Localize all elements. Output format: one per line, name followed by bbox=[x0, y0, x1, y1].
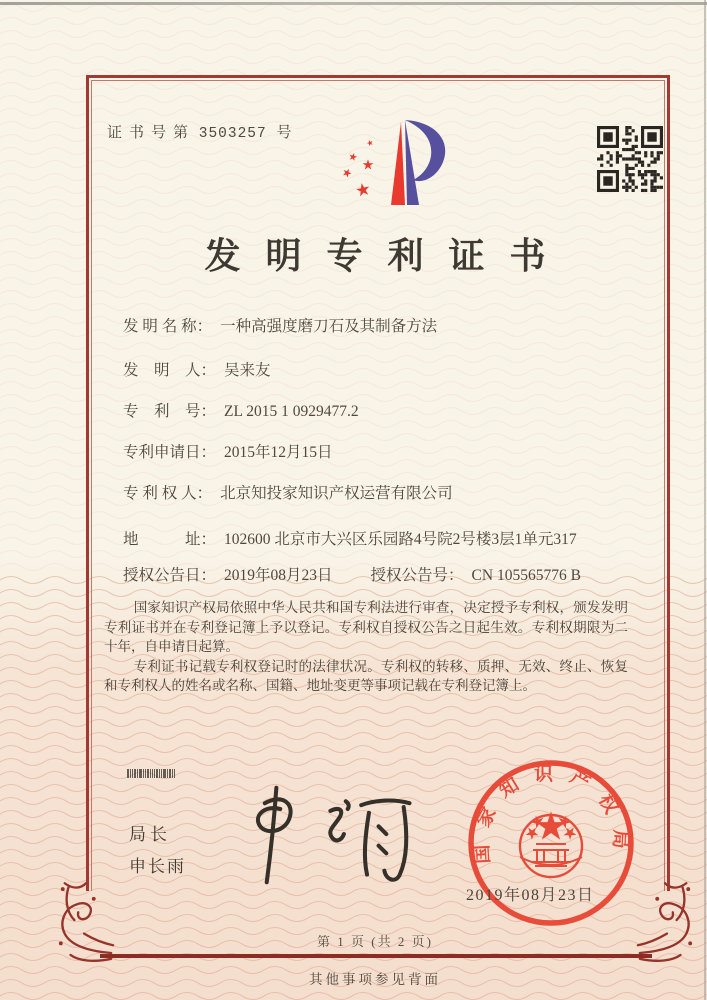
page-title: 发明专利证书 bbox=[204, 236, 571, 276]
field-value: 北京知投家知识产权运营有限公司 bbox=[220, 485, 453, 502]
cnipa-round-seal-icon bbox=[457, 749, 645, 937]
field-value: 一种高强度磨刀石及其制备方法 bbox=[220, 318, 438, 335]
certificate-number-suffix: 号 bbox=[276, 125, 292, 141]
certificate-number bbox=[107, 121, 291, 142]
page-number: 第 1 页 (共 2 页) bbox=[317, 934, 433, 949]
legal-paragraph-2: 专利证书记载专利权登记时的法律状况。专利权的转移、质押、无效、终止、恢复和专利权人的姓名或名称、国籍、地址变更等事项记载在专利登记簿上。 bbox=[104, 658, 628, 693]
field-value: 2019年08月23日 bbox=[224, 567, 333, 584]
field-value: 102600 北京市大兴区乐园路4号院2号楼3层1单元317 bbox=[224, 531, 577, 548]
field-filing-date bbox=[123, 440, 333, 462]
scan-edge-right bbox=[704, 0, 706, 1000]
reverse-side-note: 其他事项参见背面 bbox=[309, 972, 441, 987]
barcode bbox=[127, 769, 176, 778]
field-label: 发 明 名 称： bbox=[123, 318, 213, 335]
national-emblem bbox=[520, 815, 582, 877]
field-value: 2015年12月15日 bbox=[224, 444, 333, 461]
field-patent-number bbox=[123, 399, 359, 421]
field-address bbox=[123, 527, 577, 549]
certificate-number-prefix: 证书号第 bbox=[107, 125, 196, 141]
field-label: 发 明 人： bbox=[123, 362, 217, 379]
seal-ring-text: 国家知识产权局 bbox=[471, 763, 631, 865]
cnipa-logo-icon bbox=[320, 110, 470, 228]
field-label: 地 址： bbox=[123, 531, 217, 548]
bottom-rule bbox=[100, 954, 652, 958]
field-label: 专 利 权 人： bbox=[123, 485, 213, 502]
field-value: 吴来友 bbox=[224, 362, 271, 379]
qr-code bbox=[597, 126, 663, 192]
signer-title: 局长 bbox=[129, 825, 171, 844]
field-invention-name bbox=[123, 314, 437, 336]
field-label: 专 利 号： bbox=[123, 403, 217, 420]
seal-date: 2019年08月23日 bbox=[466, 887, 595, 904]
legal-paragraph-1: 国家知识产权局依照中华人民共和国专利法进行审查，决定授予专利权，颁发发明专利证书并在专利登记簿上予以登记。专利权自授权公告之日起生效。专利权期限为二十年，自申请日起算。 bbox=[104, 600, 628, 654]
legal-text bbox=[104, 598, 628, 696]
certificate-number-value: 3503257 bbox=[198, 126, 267, 142]
field-label-grant-number: 授权公告号： bbox=[370, 567, 464, 584]
field-value-grant-number: CN 105565776 B bbox=[471, 567, 581, 584]
field-label: 专利申请日： bbox=[123, 444, 217, 461]
field-patentee bbox=[123, 481, 453, 503]
signer-name: 申长雨 bbox=[129, 857, 186, 876]
director-signature-icon bbox=[232, 782, 422, 890]
field-inventor bbox=[123, 358, 271, 380]
field-label: 授权公告日： bbox=[123, 567, 217, 584]
field-grant-date-and-number bbox=[123, 563, 581, 585]
corner-flourish-left-icon bbox=[55, 878, 117, 966]
field-value: ZL 2015 1 0929477.2 bbox=[224, 403, 359, 420]
scan-edge-top bbox=[0, 2, 707, 5]
